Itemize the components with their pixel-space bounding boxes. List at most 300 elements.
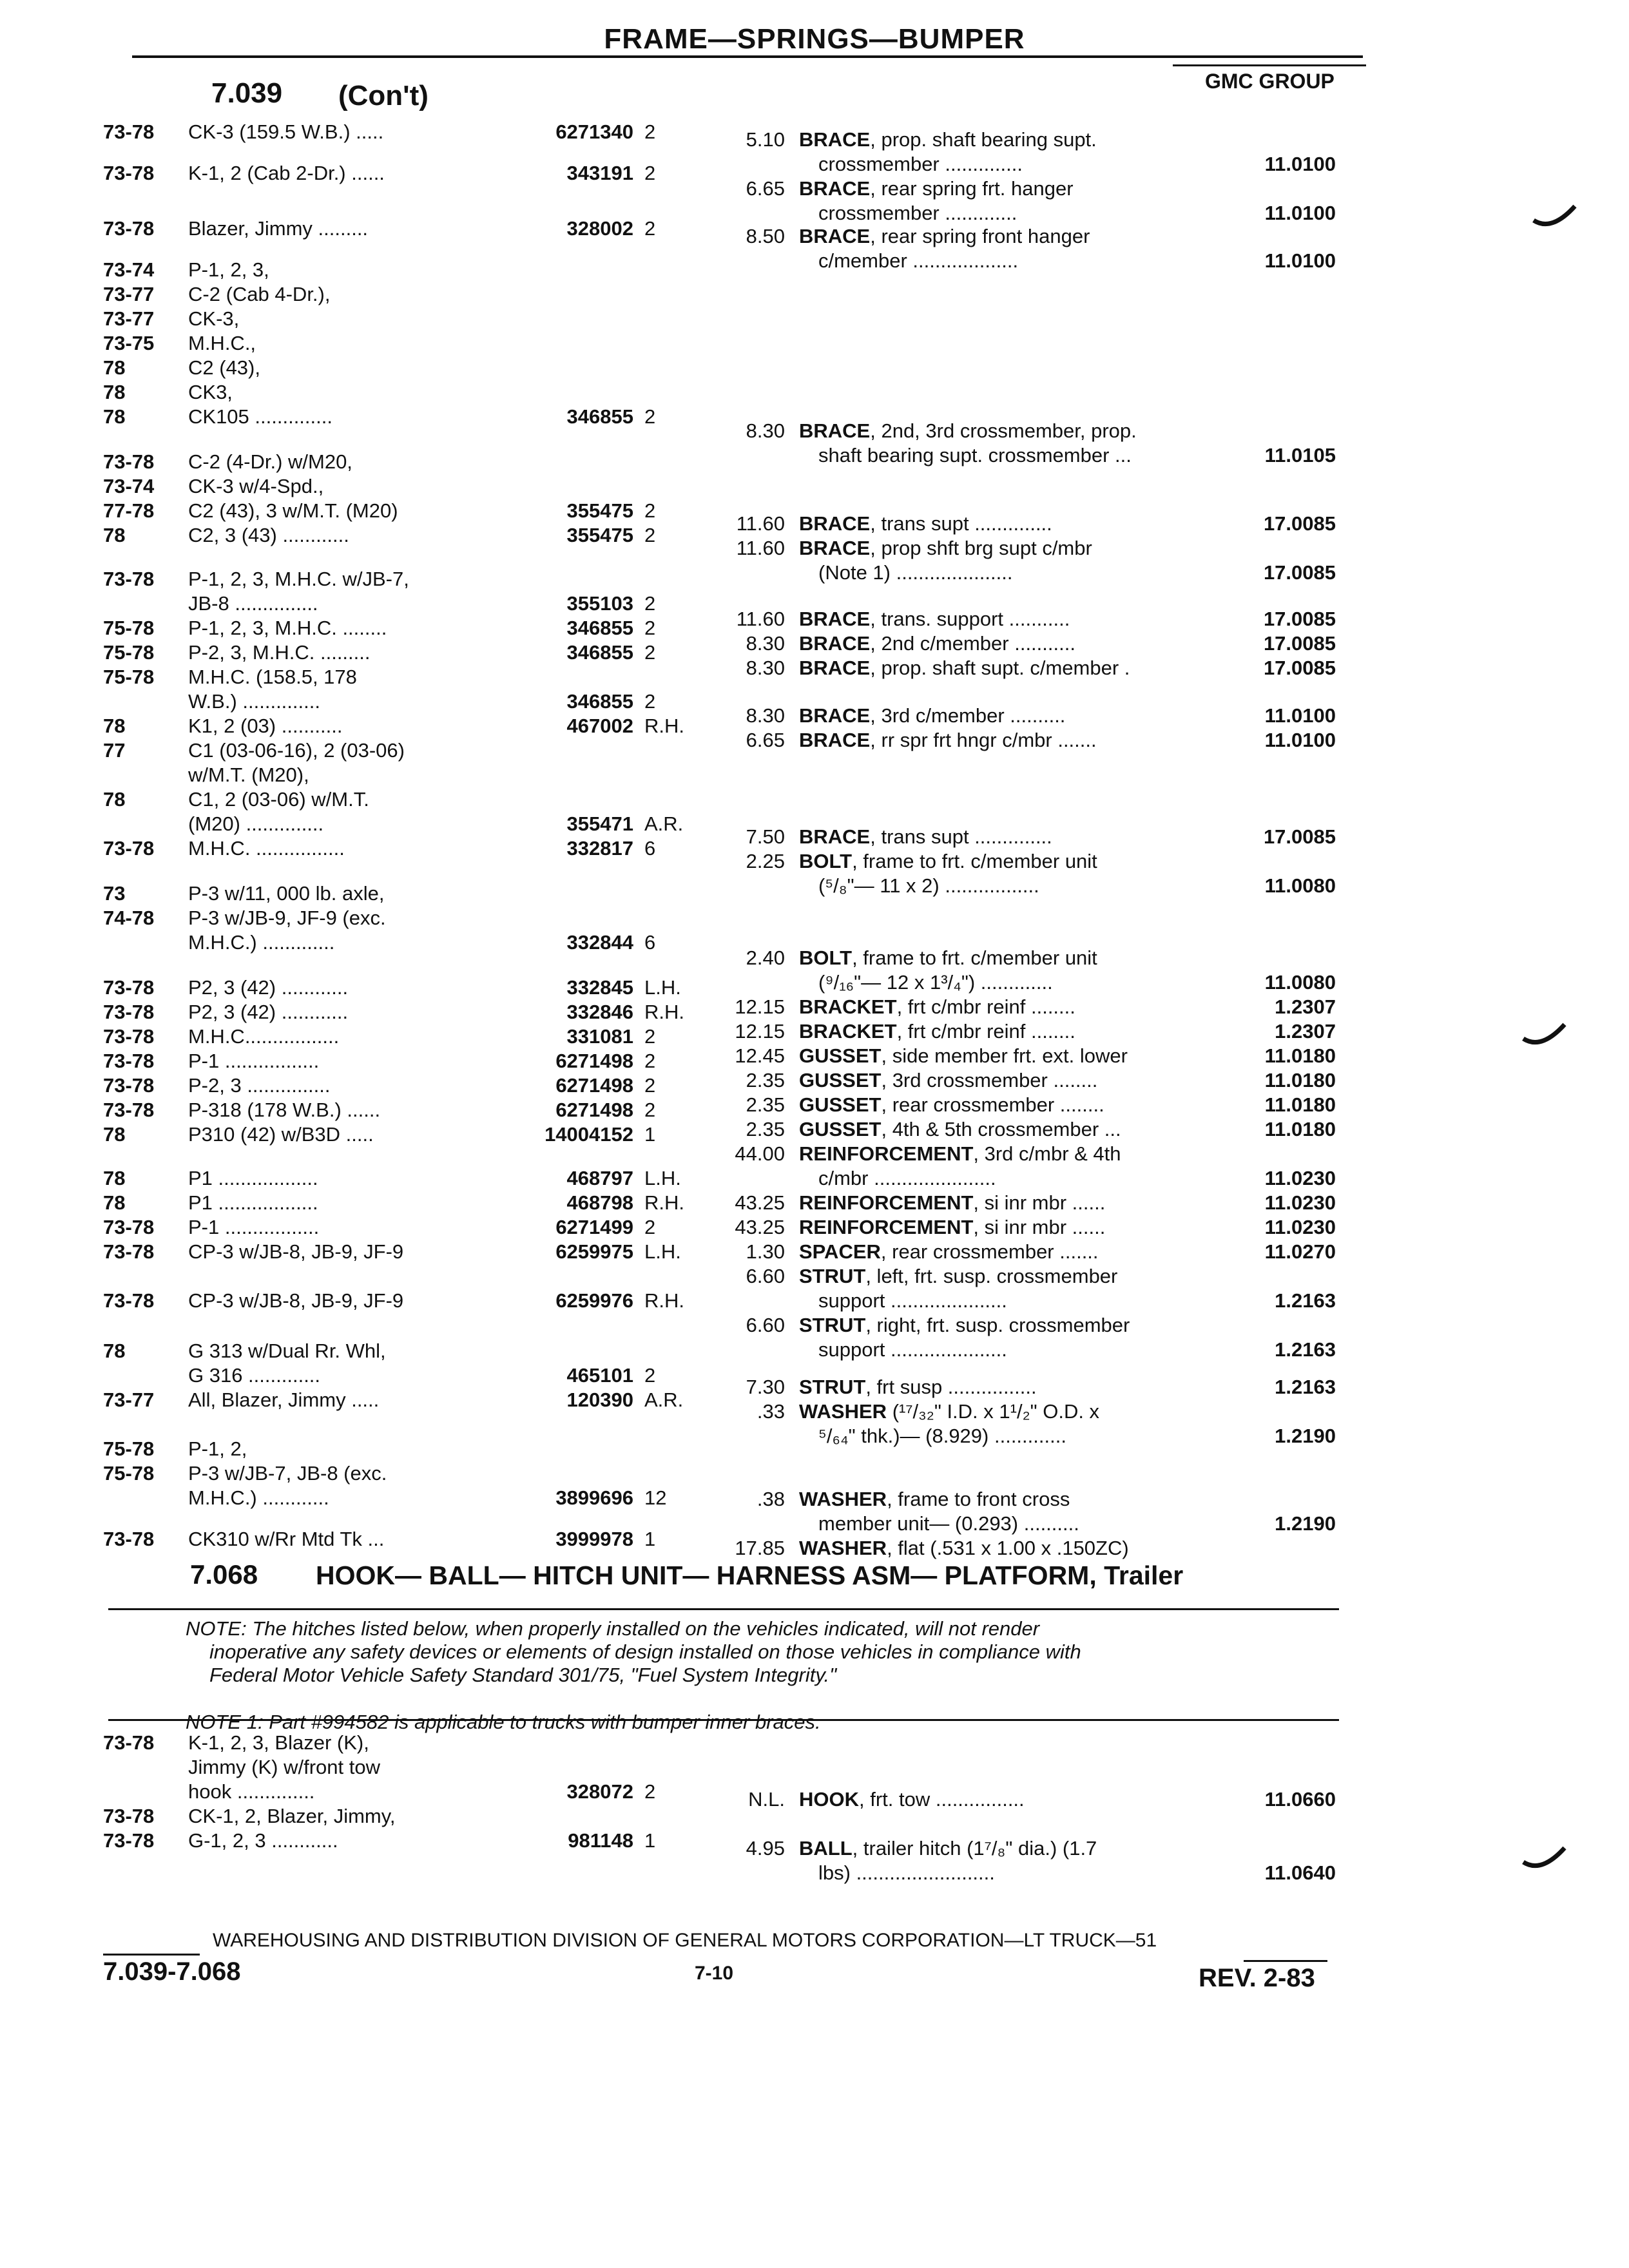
part-number: 468798 [566, 1191, 633, 1214]
section2-number: 7.068 [190, 1559, 258, 1590]
list-price: 6.60 [746, 1314, 785, 1336]
part-detail: , trans supt .............. [870, 512, 1052, 535]
part-name: GUSSET [799, 1069, 882, 1091]
part-description [818, 1425, 1066, 1447]
part-detail: (⁹/₁₆"— 12 x 1³/₄") ............. [818, 971, 1053, 994]
part-description [799, 1119, 1121, 1140]
header-rule-right [1173, 64, 1366, 66]
part-detail: , frame to frt. c/member unit [852, 850, 1097, 872]
application-desc: CP-3 w/JB-8, JB-9, JF-9 [188, 1240, 404, 1263]
part-detail: , trans. support ........... [870, 608, 1070, 630]
quantity: 2 [644, 524, 656, 546]
model-years: 75-78 [103, 1437, 155, 1460]
model-years: 78 [103, 715, 126, 737]
application-desc: W.B.) .............. [188, 690, 320, 713]
model-years: 75-78 [103, 666, 155, 688]
application-desc: All, Blazer, Jimmy ..... [188, 1389, 380, 1411]
group-label: GMC GROUP [1205, 70, 1335, 93]
application-desc: P1 .................. [188, 1167, 318, 1189]
application-desc: M.H.C.) ............ [188, 1486, 329, 1509]
list-price: 17.85 [735, 1537, 785, 1559]
quantity: 2 [644, 1216, 656, 1238]
part-detail: , 2nd c/member ........... [870, 632, 1075, 655]
quantity: R.H. [644, 1191, 684, 1214]
part-detail: (¹⁷/₃₂" I.D. x 1¹/₂" O.D. x [887, 1400, 1100, 1423]
list-price: 6.65 [746, 177, 785, 200]
margin-mark-1 [1532, 201, 1577, 233]
part-name: BOLT [799, 947, 853, 969]
model-years: 73-78 [103, 976, 155, 999]
quantity: 2 [644, 1780, 656, 1803]
part-number: 346855 [566, 617, 633, 639]
model-years: 74-78 [103, 907, 155, 929]
quantity: 2 [644, 162, 656, 184]
list-price: 11.60 [736, 512, 785, 535]
model-years: 73-78 [103, 217, 155, 240]
group-number: 11.0100 [1264, 249, 1336, 272]
part-name: BRACKET [799, 1020, 897, 1043]
part-description [799, 1789, 1025, 1811]
quantity: 6 [644, 931, 656, 954]
group-number: 11.0100 [1264, 153, 1336, 175]
application-desc: CK105 .............. [188, 405, 333, 428]
part-description [799, 1216, 1105, 1238]
part-name: BRACE [799, 419, 871, 442]
application-desc: P-1, 2, 3, [188, 258, 269, 281]
quantity: 2 [644, 120, 656, 143]
list-price: 7.50 [746, 825, 785, 848]
footer-rule-left [103, 1954, 200, 1956]
part-name: BRACE [799, 825, 871, 848]
application-desc: CK310 w/Rr Mtd Tk ... [188, 1528, 385, 1550]
part-description [818, 1862, 995, 1884]
part-detail: (Note 1) ..................... [818, 561, 1013, 584]
application-desc: M.H.C. ................ [188, 837, 345, 860]
list-price: 6.60 [746, 1265, 785, 1287]
application-desc: G-1, 2, 3 ............ [188, 1829, 338, 1852]
part-description [818, 1290, 1007, 1312]
part-name: WASHER [799, 1488, 887, 1510]
application-desc: C-2 (Cab 4-Dr.), [188, 283, 331, 305]
part-name: BRACE [799, 128, 871, 151]
part-detail: , right, frt. susp. crossmember [865, 1314, 1130, 1336]
part-number: 6259976 [555, 1289, 633, 1312]
model-years: 75-78 [103, 617, 155, 639]
application-desc: M.H.C.) ............. [188, 931, 335, 954]
list-price: 1.30 [746, 1240, 785, 1263]
part-detail: , rear spring front hanger [870, 225, 1090, 247]
quantity: R.H. [644, 1289, 684, 1312]
part-number: 346855 [566, 690, 633, 713]
quantity: 2 [644, 217, 656, 240]
part-number: 355471 [566, 812, 633, 835]
part-name: WASHER [799, 1537, 887, 1559]
part-number: 6271498 [555, 1099, 633, 1121]
model-years: 73-78 [103, 1001, 155, 1023]
part-description [799, 1537, 1129, 1559]
part-description [799, 1488, 1070, 1510]
part-detail: , trailer hitch (1⁷/₈" dia.) (1.7 [852, 1837, 1097, 1860]
group-number: 11.0100 [1264, 202, 1336, 224]
part-description [799, 1241, 1099, 1263]
part-detail: , left, frt. susp. crossmember [865, 1265, 1118, 1287]
model-years: 73-78 [103, 1289, 155, 1312]
model-years: 73-78 [103, 1050, 155, 1072]
part-number: 3999978 [555, 1528, 633, 1550]
application-desc: G 316 ............. [188, 1364, 321, 1387]
part-detail: , trans supt .............. [870, 825, 1052, 848]
quantity: 2 [644, 690, 656, 713]
part-description [799, 657, 1130, 679]
application-desc: P-1 ................. [188, 1050, 320, 1072]
group-number: 11.0180 [1264, 1044, 1336, 1067]
model-years: 78 [103, 1191, 126, 1214]
quantity: 2 [644, 499, 656, 522]
application-desc: C1 (03-06-16), 2 (03-06) [188, 739, 405, 762]
part-detail: , prop shft brg supt c/mbr [870, 537, 1092, 559]
group-number: 1.2163 [1275, 1376, 1336, 1398]
part-detail: , prop. shaft bearing supt. [870, 128, 1097, 151]
part-detail: , 2nd, 3rd crossmember, prop. [870, 419, 1137, 442]
application-desc: CK3, [188, 381, 233, 403]
part-description [799, 608, 1070, 630]
group-number: 11.0180 [1264, 1093, 1336, 1116]
quantity: L.H. [644, 1240, 681, 1263]
model-years: 73-77 [103, 1389, 155, 1411]
quantity: 2 [644, 1050, 656, 1072]
note-1: NOTE 1: Part #994582 is applicable to trucks with bumper inner braces. [186, 1711, 821, 1733]
list-price: .38 [757, 1488, 785, 1510]
part-description [799, 996, 1075, 1018]
application-desc: CK-3 w/4-Spd., [188, 475, 324, 497]
part-detail: support ..................... [818, 1289, 1007, 1312]
part-description [799, 1143, 1121, 1165]
part-description [818, 445, 1132, 466]
part-description [818, 153, 1023, 175]
application-desc: P-1 ................. [188, 1216, 320, 1238]
application-desc: G 313 w/Dual Rr. Whl, [188, 1340, 386, 1362]
part-description [799, 1094, 1104, 1116]
part-description [799, 1314, 1130, 1336]
list-price: 7.30 [746, 1376, 785, 1398]
part-number: 981148 [568, 1829, 633, 1852]
part-description [818, 1513, 1079, 1535]
application-desc: P-318 (178 W.B.) ...... [188, 1099, 381, 1121]
margin-mark-3 [1522, 1843, 1567, 1875]
list-price: 8.30 [746, 632, 785, 655]
group-number: 11.0100 [1264, 704, 1336, 727]
hitch-note-line-1: NOTE: The hitches listed below, when properly installed on the vehicles indicated, will not render [186, 1617, 1040, 1640]
part-detail: shaft bearing supt. crossmember ... [818, 444, 1132, 466]
application-desc: P-3 w/JB-7, JB-8 (exc. [188, 1462, 387, 1485]
part-name: BRACE [799, 225, 871, 247]
list-price: 2.40 [746, 947, 785, 969]
hitch-note-line-2: inoperative any safety devices or elements of design installed on those vehicles in compliance with [209, 1640, 1081, 1663]
group-number: 11.0100 [1264, 729, 1336, 751]
application-desc: K-1, 2 (Cab 2-Dr.) ...... [188, 162, 385, 184]
quantity: 1 [644, 1123, 656, 1146]
group-number: 17.0085 [1263, 561, 1336, 584]
part-name: BRACE [799, 704, 871, 727]
model-years: 73-74 [103, 475, 155, 497]
part-detail: lbs) ......................... [818, 1861, 995, 1884]
list-price: .33 [757, 1400, 785, 1423]
part-detail: , frt. tow ................ [859, 1788, 1025, 1811]
application-desc: C1, 2 (03-06) w/M.T. [188, 788, 369, 811]
part-description [799, 826, 1052, 848]
part-detail: , prop. shaft supt. c/member . [870, 657, 1130, 679]
list-price: N.L. [748, 1788, 785, 1811]
application-desc: P-1, 2, [188, 1437, 247, 1460]
model-years: 73-78 [103, 120, 155, 143]
list-price: 2.25 [746, 850, 785, 872]
section2-rule-top [108, 1608, 1339, 1610]
part-description [799, 1070, 1097, 1091]
part-number: 120390 [566, 1389, 633, 1411]
model-years: 75-78 [103, 641, 155, 664]
model-years: 73-78 [103, 1731, 155, 1754]
model-years: 73-78 [103, 1240, 155, 1263]
part-detail: crossmember ............. [818, 202, 1017, 224]
application-desc: w/M.T. (M20), [188, 764, 309, 786]
part-number: 331081 [566, 1025, 633, 1048]
group-number: 17.0085 [1263, 512, 1336, 535]
footer-page: 7-10 [695, 1963, 734, 1984]
footer-rule-right [1244, 1960, 1327, 1962]
part-name: GUSSET [799, 1093, 882, 1116]
part-detail: (⁵/₈"— 11 x 2) ................. [818, 874, 1039, 897]
part-detail: c/mbr ...................... [818, 1167, 996, 1189]
part-number: 355475 [566, 524, 633, 546]
list-price: 2.35 [746, 1118, 785, 1140]
part-name: BRACE [799, 632, 871, 655]
part-name: HOOK [799, 1788, 859, 1811]
list-price: 12.45 [735, 1044, 785, 1067]
part-number: 332817 [566, 837, 633, 860]
quantity: 2 [644, 1025, 656, 1048]
list-price: 8.30 [746, 704, 785, 727]
quantity: R.H. [644, 715, 684, 737]
group-number: 1.2163 [1275, 1289, 1336, 1312]
model-years: 77-78 [103, 499, 155, 522]
group-number: 11.0080 [1264, 874, 1336, 897]
part-description [799, 1265, 1117, 1287]
group-number: 11.0105 [1264, 444, 1336, 466]
part-description [799, 947, 1097, 969]
application-desc: P-2, 3, M.H.C. ......... [188, 641, 371, 664]
model-years: 73 [103, 882, 126, 905]
part-name: GUSSET [799, 1118, 882, 1140]
model-years: 78 [103, 356, 126, 379]
application-desc: P-3 w/JB-9, JF-9 (exc. [188, 907, 386, 929]
part-number: 328002 [566, 217, 633, 240]
part-name: BRACE [799, 177, 871, 200]
model-years: 77 [103, 739, 126, 762]
part-name: STRUT [799, 1376, 866, 1398]
application-desc: JB-8 ............... [188, 592, 318, 615]
list-price: 11.60 [736, 537, 785, 559]
part-number: 468797 [566, 1167, 633, 1189]
model-years: 73-78 [103, 1805, 155, 1827]
model-years: 78 [103, 1123, 126, 1146]
part-name: REINFORCEMENT [799, 1216, 974, 1238]
model-years: 78 [103, 405, 126, 428]
application-desc: K1, 2 (03) ........... [188, 715, 343, 737]
application-desc: CK-3, [188, 307, 240, 330]
section2-title: HOOK— BALL— HITCH UNIT— HARNESS ASM— PLATFORM, Trailer [316, 1561, 1184, 1590]
part-detail: , 3rd c/member .......... [870, 704, 1066, 727]
part-detail: , si inr mbr ...... [973, 1216, 1106, 1238]
part-description [818, 250, 1018, 272]
model-years: 73-78 [103, 1216, 155, 1238]
quantity: 2 [644, 617, 656, 639]
part-description [818, 562, 1012, 584]
application-desc: Jimmy (K) w/front tow [188, 1756, 380, 1778]
part-description [799, 1021, 1075, 1043]
application-desc: hook .............. [188, 1780, 315, 1803]
quantity: L.H. [644, 976, 681, 999]
list-price: 4.95 [746, 1837, 785, 1860]
model-years: 73-78 [103, 1829, 155, 1852]
application-desc: M.H.C. (158.5, 178 [188, 666, 357, 688]
part-number: 346855 [566, 405, 633, 428]
group-number: 1.2307 [1275, 1020, 1336, 1043]
part-description [799, 633, 1075, 655]
group-number: 11.0660 [1264, 1788, 1336, 1811]
part-name: REINFORCEMENT [799, 1191, 974, 1214]
part-description [818, 875, 1039, 897]
part-description [799, 1192, 1105, 1214]
part-number: 332844 [566, 931, 633, 954]
application-desc: P2, 3 (42) ............ [188, 1001, 349, 1023]
part-number: 6259975 [555, 1240, 633, 1263]
part-name: BRACE [799, 537, 871, 559]
application-desc: (M20) .............. [188, 812, 324, 835]
part-detail: , side member frt. ext. lower [881, 1044, 1128, 1067]
application-desc: P-1, 2, 3, M.H.C. w/JB-7, [188, 568, 409, 590]
part-number: 465101 [566, 1364, 633, 1387]
part-name: STRUT [799, 1314, 866, 1336]
model-years: 78 [103, 788, 126, 811]
part-name: SPACER [799, 1240, 881, 1263]
part-description [799, 705, 1065, 727]
part-description [799, 1376, 1037, 1398]
model-years: 73-78 [103, 1074, 155, 1097]
part-number: 467002 [566, 715, 633, 737]
part-description [799, 1045, 1128, 1067]
part-detail: member unit— (0.293) .......... [818, 1512, 1079, 1535]
list-price: 8.30 [746, 657, 785, 679]
group-number: 11.0230 [1264, 1191, 1336, 1214]
part-number: 328072 [566, 1780, 633, 1803]
part-number: 355475 [566, 499, 633, 522]
group-number: 11.0080 [1264, 971, 1336, 994]
model-years: 73-78 [103, 450, 155, 473]
part-description [799, 129, 1097, 151]
group-number: 1.2190 [1275, 1425, 1336, 1447]
model-years: 73-77 [103, 283, 155, 305]
part-detail: , rear crossmember ....... [880, 1240, 1099, 1263]
list-price: 12.15 [735, 995, 785, 1018]
model-years: 73-78 [103, 1025, 155, 1048]
part-number: 6271498 [555, 1074, 633, 1097]
part-detail: , 3rd crossmember ........ [881, 1069, 1098, 1091]
model-years: 73-78 [103, 568, 155, 590]
part-description [818, 972, 1053, 994]
part-detail: , 3rd c/mbr & 4th [973, 1142, 1121, 1165]
quantity: 2 [644, 592, 656, 615]
list-price: 8.50 [746, 225, 785, 247]
model-years: 73-78 [103, 837, 155, 860]
part-detail: support ..................... [818, 1338, 1007, 1361]
part-name: BRACE [799, 657, 871, 679]
model-years: 73-74 [103, 258, 155, 281]
part-detail: , frt susp ................ [865, 1376, 1037, 1398]
application-desc: M.H.C., [188, 332, 256, 354]
hitch-note-line-3: Federal Motor Vehicle Safety Standard 301/75, "Fuel System Integrity." [209, 1664, 837, 1686]
part-detail: c/member ................... [818, 249, 1019, 272]
part-number: 6271499 [555, 1216, 633, 1238]
list-price: 11.60 [736, 608, 785, 630]
part-description [818, 1339, 1007, 1361]
group-number: 11.0230 [1264, 1216, 1336, 1238]
group-number: 17.0085 [1263, 632, 1336, 655]
application-desc: P310 (42) w/B3D ..... [188, 1123, 374, 1146]
group-number: 17.0085 [1263, 825, 1336, 848]
quantity: 2 [644, 405, 656, 428]
header-rule [132, 55, 1363, 58]
application-desc: K-1, 2, 3, Blazer (K), [188, 1731, 369, 1754]
part-description [799, 1401, 1099, 1423]
quantity: R.H. [644, 1001, 684, 1023]
model-years: 78 [103, 524, 126, 546]
list-price: 2.35 [746, 1093, 785, 1116]
application-desc: CK-3 (159.5 W.B.) ..... [188, 120, 384, 143]
application-desc: P1 .................. [188, 1191, 318, 1214]
part-name: BOLT [799, 850, 853, 872]
application-desc: C2, 3 (43) ............ [188, 524, 349, 546]
group-number: 17.0085 [1263, 657, 1336, 679]
model-years: 73-78 [103, 1099, 155, 1121]
quantity: 2 [644, 1099, 656, 1121]
part-description [799, 850, 1097, 872]
part-description [818, 1168, 996, 1189]
group-number: 1.2163 [1275, 1338, 1336, 1361]
part-name: BRACE [799, 512, 871, 535]
part-detail: , rear crossmember ........ [881, 1093, 1104, 1116]
quantity: 12 [644, 1486, 667, 1509]
footer-rev: REV. 2-83 [1199, 1964, 1315, 1992]
part-number: 14004152 [545, 1123, 633, 1146]
list-price: 6.65 [746, 729, 785, 751]
group-number: 11.0270 [1264, 1240, 1336, 1263]
page-title: FRAME—SPRINGS—BUMPER [604, 23, 1025, 55]
application-desc: C2 (43), [188, 356, 260, 379]
part-detail: , flat (.531 x 1.00 x .150ZC) [887, 1537, 1129, 1559]
list-price: 8.30 [746, 419, 785, 442]
part-detail: , rear spring frt. hanger [870, 177, 1074, 200]
group-number: 11.0180 [1264, 1069, 1336, 1091]
part-name: BRACE [799, 729, 871, 751]
application-desc: P-2, 3 ............... [188, 1074, 331, 1097]
model-years: 78 [103, 1167, 126, 1189]
model-years: 73-75 [103, 332, 155, 354]
part-detail: , frt c/mbr reinf ........ [896, 995, 1075, 1018]
application-desc: CP-3 w/JB-8, JB-9, JF-9 [188, 1289, 404, 1312]
part-detail: ⁵/₆₄" thk.)— (8.929) ............. [818, 1425, 1066, 1447]
part-description [799, 537, 1092, 559]
group-number: 11.0640 [1264, 1861, 1336, 1884]
